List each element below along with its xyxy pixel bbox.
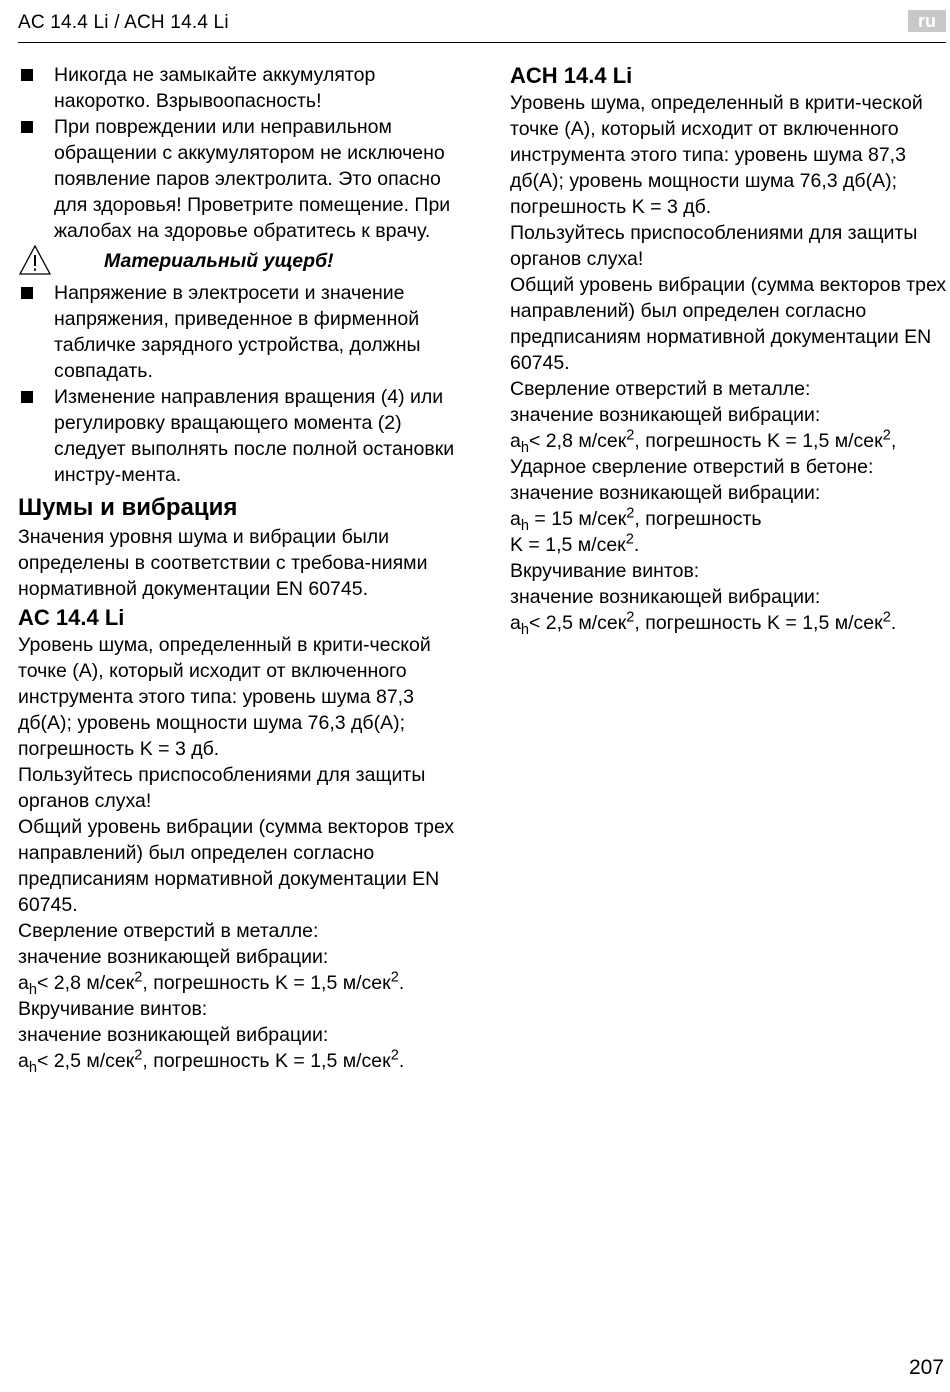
warning-triangle-icon	[18, 244, 52, 276]
hearing-text: Пользуйтесь приспособлениями для защиты органов слуха!	[18, 764, 426, 812]
hammer-drill-tolerance: K = 1,5 м/сек$^2$.	[510, 531, 640, 556]
bullet-text: При повреждении или неправильном обращении с аккумулятором не исключено появление паров электролита. Это опасно для здоровья! Проветрите помещение. При жалобах на здоровье обратитесь к врачу.	[54, 116, 451, 242]
bullet-item	[18, 384, 458, 488]
hearing-text: Пользуйтесь приспособлениями для защиты органов слуха!	[510, 222, 918, 270]
right-column	[510, 62, 948, 636]
vibration-label: значение возникающей вибрации:	[510, 482, 821, 504]
bullet-text: Изменение направления вращения (4) или регулировку вращающего момента (2) следует выполнять после полной остановки инстру-мента.	[54, 386, 455, 486]
page-header	[18, 10, 946, 43]
warning-notice	[18, 244, 458, 280]
vibration-label: значение возникающей вибрации:	[510, 404, 821, 426]
warning-text: Материальный ущерб!	[104, 250, 334, 272]
bullet-item	[18, 114, 458, 244]
screw-value: $a_h< 2,5$ м/сек$^2$, погрешность K = 1,5 м/сек$^2$.	[18, 1047, 405, 1076]
screw-value: $a_h< 2,5$ м/сек$^2$, погрешность K = 1,5 м/сек$^2$.	[510, 609, 897, 638]
vibration-label: значение возникающей вибрации:	[18, 1024, 329, 1046]
language-badge: ru	[908, 10, 946, 32]
page-number: 207	[908, 1356, 944, 1379]
vibration-text: Общий уровень вибрации (сумма векторов трех направлений) был определен согласно предписаниям нормативной документации EN 60745.	[18, 816, 455, 916]
section-intro: Значения уровня шума и вибрации были определены в соответствии с требова-ниями нормативной документации EN 60745.	[18, 526, 428, 600]
bullet-square-icon	[21, 287, 33, 299]
model-heading: ACH 14.4 Li	[510, 63, 633, 88]
drill-metal-value: $a_h< 2,8$ м/сек$^2$, погрешность K = 1,5 м/сек$^2$.	[18, 969, 405, 998]
hammer-drill-title: Ударное сверление отверстий в бетоне:	[510, 456, 874, 478]
bullet-square-icon	[21, 121, 33, 133]
screw-title: Вкручивание винтов:	[18, 998, 208, 1020]
noise-text: Уровень шума, определенный в крити-ческой точке (A), который исходит от включенного инструмента этого типа: уровень шума 87,3 дб(A); уровень мощности шума 76,3 дб(A); погрешность K = 3 дб.	[18, 634, 431, 760]
drill-metal-value: $a_h< 2,8$ м/сек$^2$, погрешность K = 1,5 м/сек$^2$,	[510, 427, 897, 456]
header-title: AC 14.4 Li / ACH 14.4 Li	[18, 12, 229, 33]
vibration-label: значение возникающей вибрации:	[510, 586, 821, 608]
bullet-square-icon	[21, 391, 33, 403]
bullet-item	[18, 280, 458, 384]
noise-text: Уровень шума, определенный в крити-ческой точке (A), который исходит от включенного инструмента этого типа: уровень шума 87,3 дб(A); уровень мощности шума 76,3 дб(A); погрешность K = 3 дб.	[510, 92, 923, 218]
left-column	[18, 62, 458, 1074]
bullet-square-icon	[21, 69, 33, 81]
model-heading: AC 14.4 Li	[18, 605, 125, 630]
vibration-text: Общий уровень вибрации (сумма векторов трех направлений) был определен согласно предписаниям нормативной документации EN 60745.	[510, 274, 947, 374]
bullet-text: Никогда не замыкайте аккумулятор накоротко. Взрывоопасность!	[54, 64, 376, 112]
bullet-text: Напряжение в электросети и значение напряжения, приведенное в фирменной табличке зарядного устройства, должны совпадать.	[54, 282, 421, 382]
section-heading: Шумы и вибрация	[18, 494, 238, 521]
hammer-drill-value: $a_h = 15$ м/сек$^2$, погрешность	[510, 505, 762, 534]
vibration-label: значение возникающей вибрации:	[18, 946, 329, 968]
drill-metal-title: Сверление отверстий в металле:	[510, 378, 811, 400]
screw-title: Вкручивание винтов:	[510, 560, 700, 582]
bullet-item	[18, 62, 458, 114]
drill-metal-title: Сверление отверстий в металле:	[18, 920, 319, 942]
